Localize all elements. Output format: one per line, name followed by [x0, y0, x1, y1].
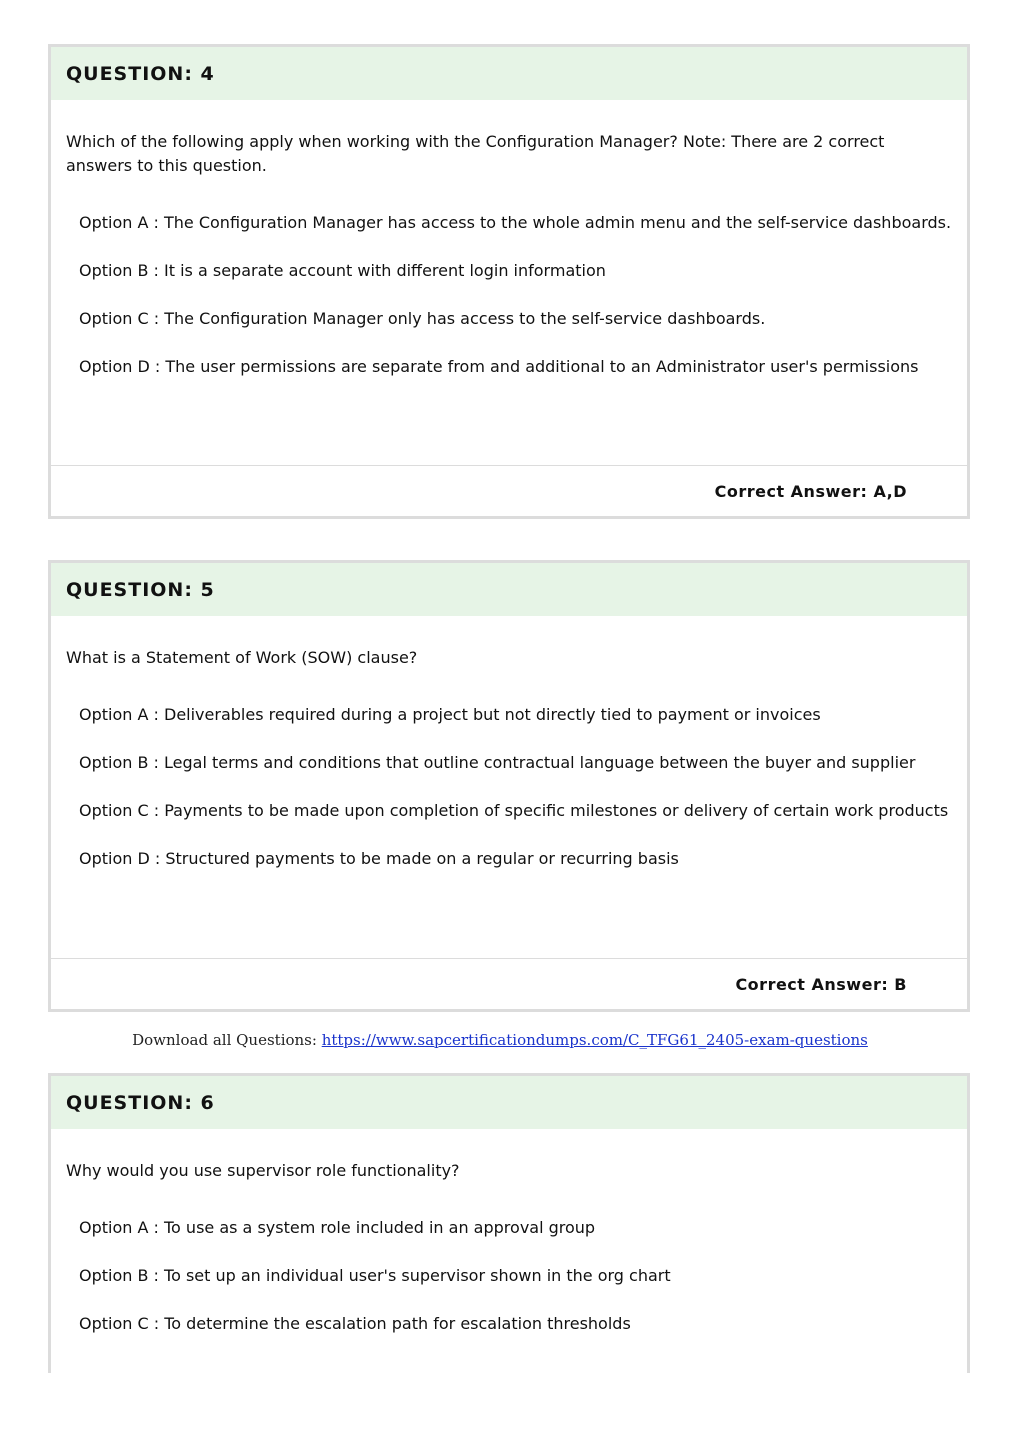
question-card-4	[48, 44, 970, 519]
correct-answer: Correct Answer: B	[51, 958, 967, 1009]
option-b: Option B : It is a separate account with different login information	[79, 261, 606, 280]
question-header: QUESTION: 4	[51, 47, 967, 100]
question-text: Why would you use supervisor role functionality?	[66, 1161, 460, 1180]
option-a: Option A : Deliverables required during a project but not directly tied to payment or invoices	[79, 705, 821, 724]
options-list	[51, 670, 967, 871]
option-c: Option C : To determine the escalation path for escalation thresholds	[79, 1314, 631, 1333]
options-list	[51, 178, 967, 379]
question-header: QUESTION: 6	[51, 1076, 967, 1129]
question-header: QUESTION: 5	[51, 563, 967, 616]
question-card-6	[48, 1073, 970, 1373]
download-line	[0, 1031, 1000, 1049]
question-card-5	[48, 560, 970, 1012]
option-b: Option B : Legal terms and conditions that outline contractual language between the buyer and supplier	[79, 753, 916, 772]
options-list	[51, 1183, 967, 1336]
correct-answer: Correct Answer: A,D	[51, 465, 967, 516]
question-text: Which of the following apply when working with the Configuration Manager? Note: There are 2 correct answers to this question.	[66, 132, 885, 175]
option-a: Option A : The Configuration Manager has access to the whole admin menu and the self-service dashboards.	[79, 213, 952, 232]
option-b: Option B : To set up an individual user's supervisor shown in the org chart	[79, 1266, 671, 1285]
download-label: Download all Questions:	[132, 1031, 322, 1049]
option-c: Option C : Payments to be made upon completion of specific milestones or delivery of certain work products	[79, 801, 949, 820]
download-link[interactable]: https://www.sapcertificationdumps.com/C_TFG61_2405-exam-questions	[321, 1031, 868, 1049]
option-d: Option D : The user permissions are separate from and additional to an Administrator user's permissions	[79, 357, 919, 376]
option-c: Option C : The Configuration Manager only has access to the self-service dashboards.	[79, 309, 766, 328]
option-a: Option A : To use as a system role included in an approval group	[79, 1218, 596, 1237]
question-text: What is a Statement of Work (SOW) clause?	[66, 648, 418, 667]
option-d: Option D : Structured payments to be made on a regular or recurring basis	[79, 849, 679, 868]
